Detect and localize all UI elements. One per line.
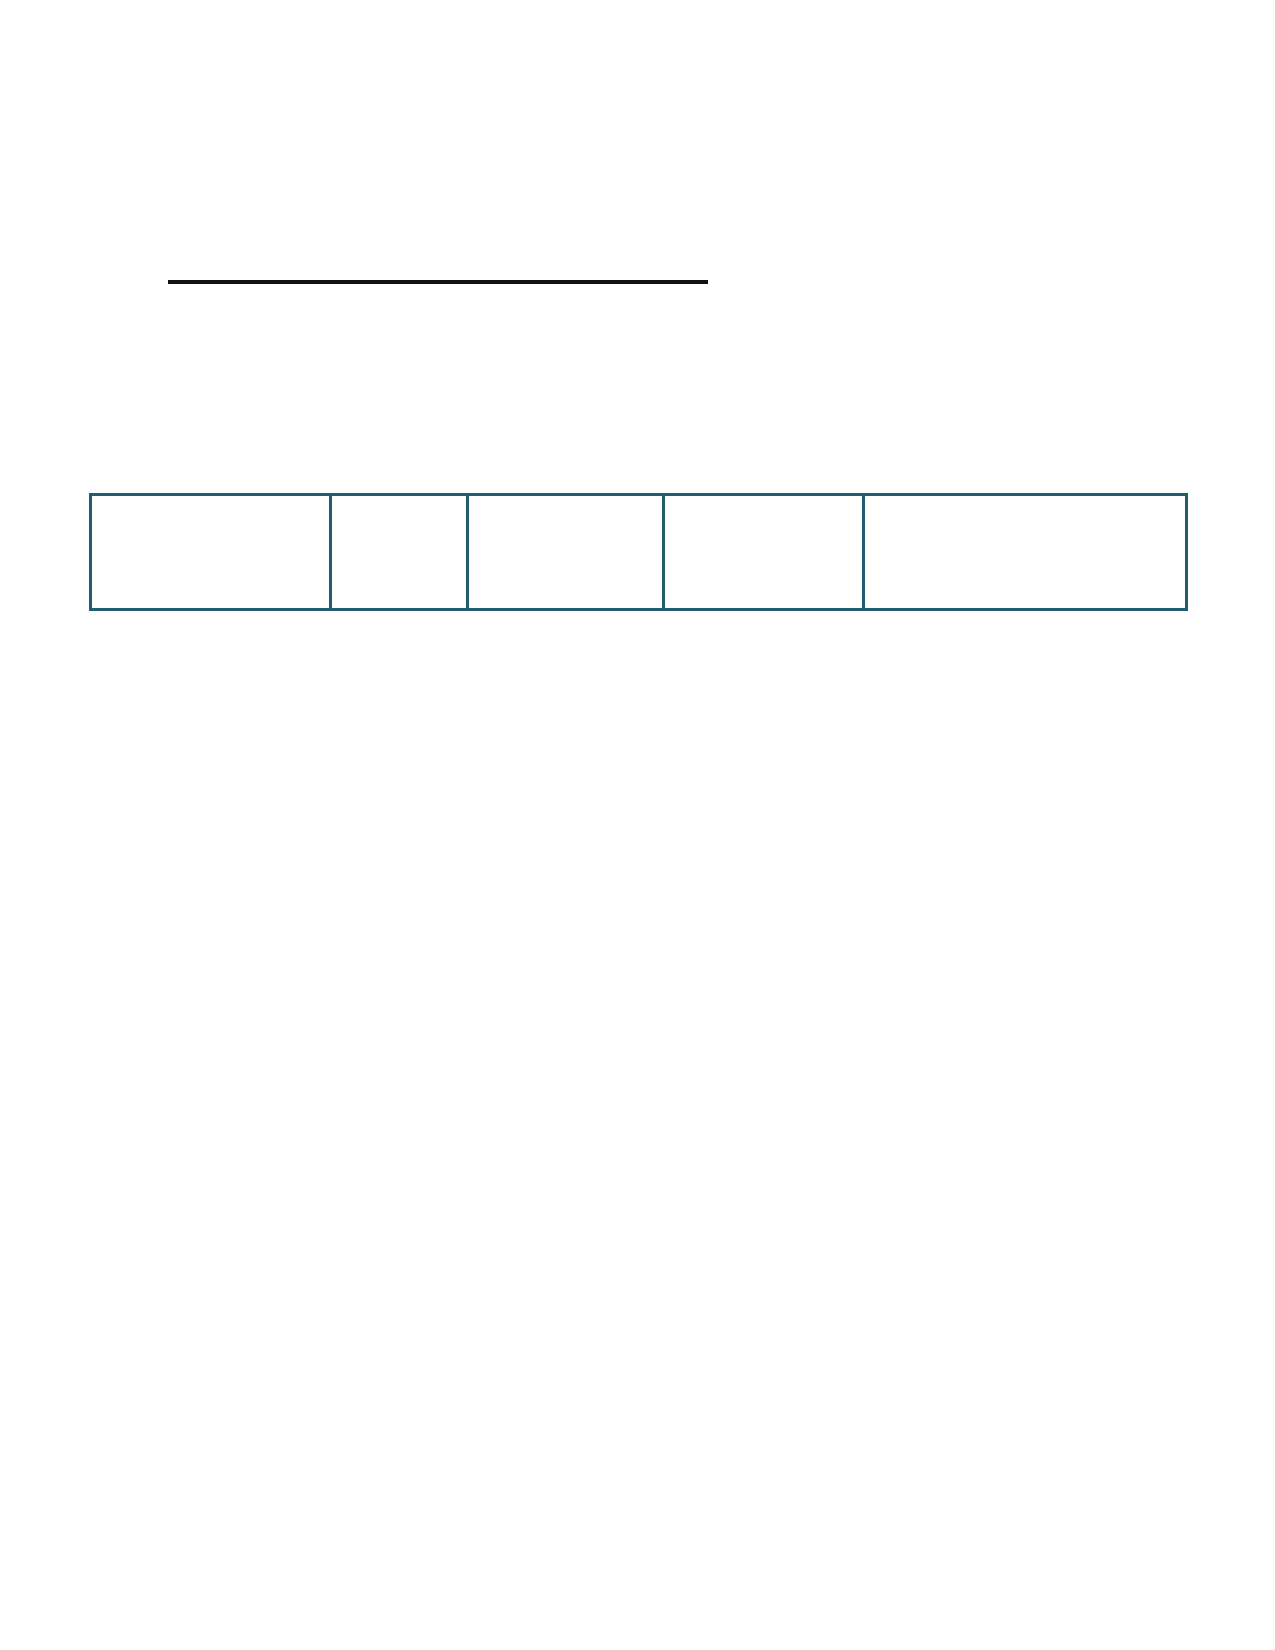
header-who [468,495,664,610]
pet-name-row [160,280,708,288]
header-time [331,495,468,610]
header-distance-route [664,495,864,610]
header-comments [864,495,1187,610]
pet-name-field[interactable] [168,280,708,284]
walking-log-table [89,493,1188,611]
table-header-row [91,495,1187,610]
header-day [91,495,331,610]
